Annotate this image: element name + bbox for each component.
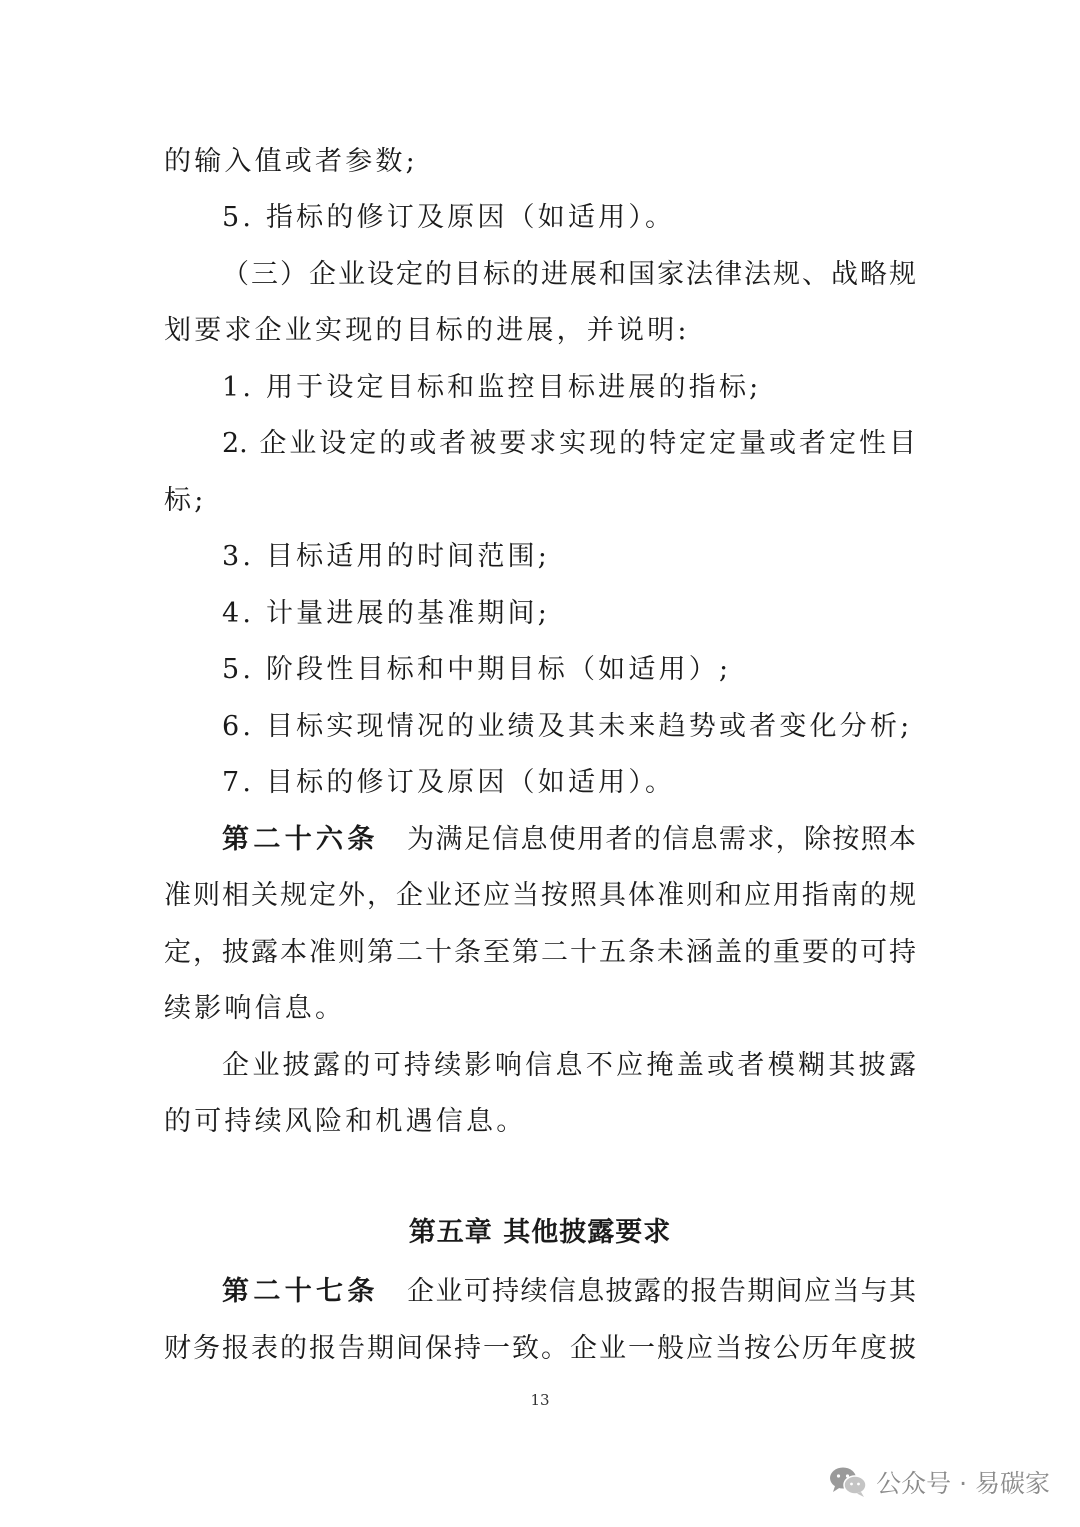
text-line: 准则相关规定外，企业还应当按照具体准则和应用指南的规 xyxy=(164,880,916,911)
article-26-first-line xyxy=(222,820,916,860)
text-line: 3. 目标适用的时间范围; xyxy=(222,541,551,572)
article-26-label: 第二十六条 xyxy=(222,824,379,855)
text-line: 的可持续风险和机遇信息。 xyxy=(164,1106,527,1137)
text-line: 企业披露的可持续影响信息不应掩盖或者模糊其披露 xyxy=(222,1050,916,1081)
text-line: 6. 目标实现情况的业绩及其未来趋势或者变化分析; xyxy=(222,711,913,742)
article-26-text: 为满足信息使用者的信息需求，除按照本 xyxy=(407,824,917,855)
text-line: 5. 指标的修订及原因（如适用）。 xyxy=(222,202,676,233)
watermark xyxy=(828,1460,1050,1504)
text-line: 7. 目标的修订及原因（如适用）。 xyxy=(222,767,676,798)
text-line: 1. 用于设定目标和监控目标进展的指标; xyxy=(222,372,762,403)
article-27-text: 企业可持续信息披露的报告期间应当与其 xyxy=(407,1276,917,1307)
text-line: 5. 阶段性目标和中期目标（如适用）; xyxy=(222,654,732,685)
chapter-title: 第五章 其他披露要求 xyxy=(408,1217,672,1248)
text-line: 定，披露本准则第二十条至第二十五条未涵盖的重要的可持 xyxy=(164,937,916,968)
text-line: 的输入值或者参数; xyxy=(164,146,418,177)
text-line: （三）企业设定的目标的进展和国家法律法规、战略规 xyxy=(222,259,916,290)
text-line: 4. 计量进展的基准期间; xyxy=(222,598,551,629)
watermark-text: 公众号 · 易碳家 xyxy=(876,1469,1050,1498)
wechat-icon xyxy=(828,1465,868,1499)
article-27-label: 第二十七条 xyxy=(222,1276,379,1307)
text-line: 2. 企业设定的或者被要求实现的特定定量或者定性目 xyxy=(222,428,916,459)
text-line: 划要求企业实现的目标的进展，并说明: xyxy=(164,315,690,346)
text-line: 续影响信息。 xyxy=(164,993,346,1024)
text-line: 标; xyxy=(164,485,207,516)
text-line: 财务报表的报告期间保持一致。企业一般应当按公历年度披 xyxy=(164,1333,916,1364)
page-number: 13 xyxy=(530,1391,550,1409)
article-27-first-line xyxy=(222,1272,916,1312)
